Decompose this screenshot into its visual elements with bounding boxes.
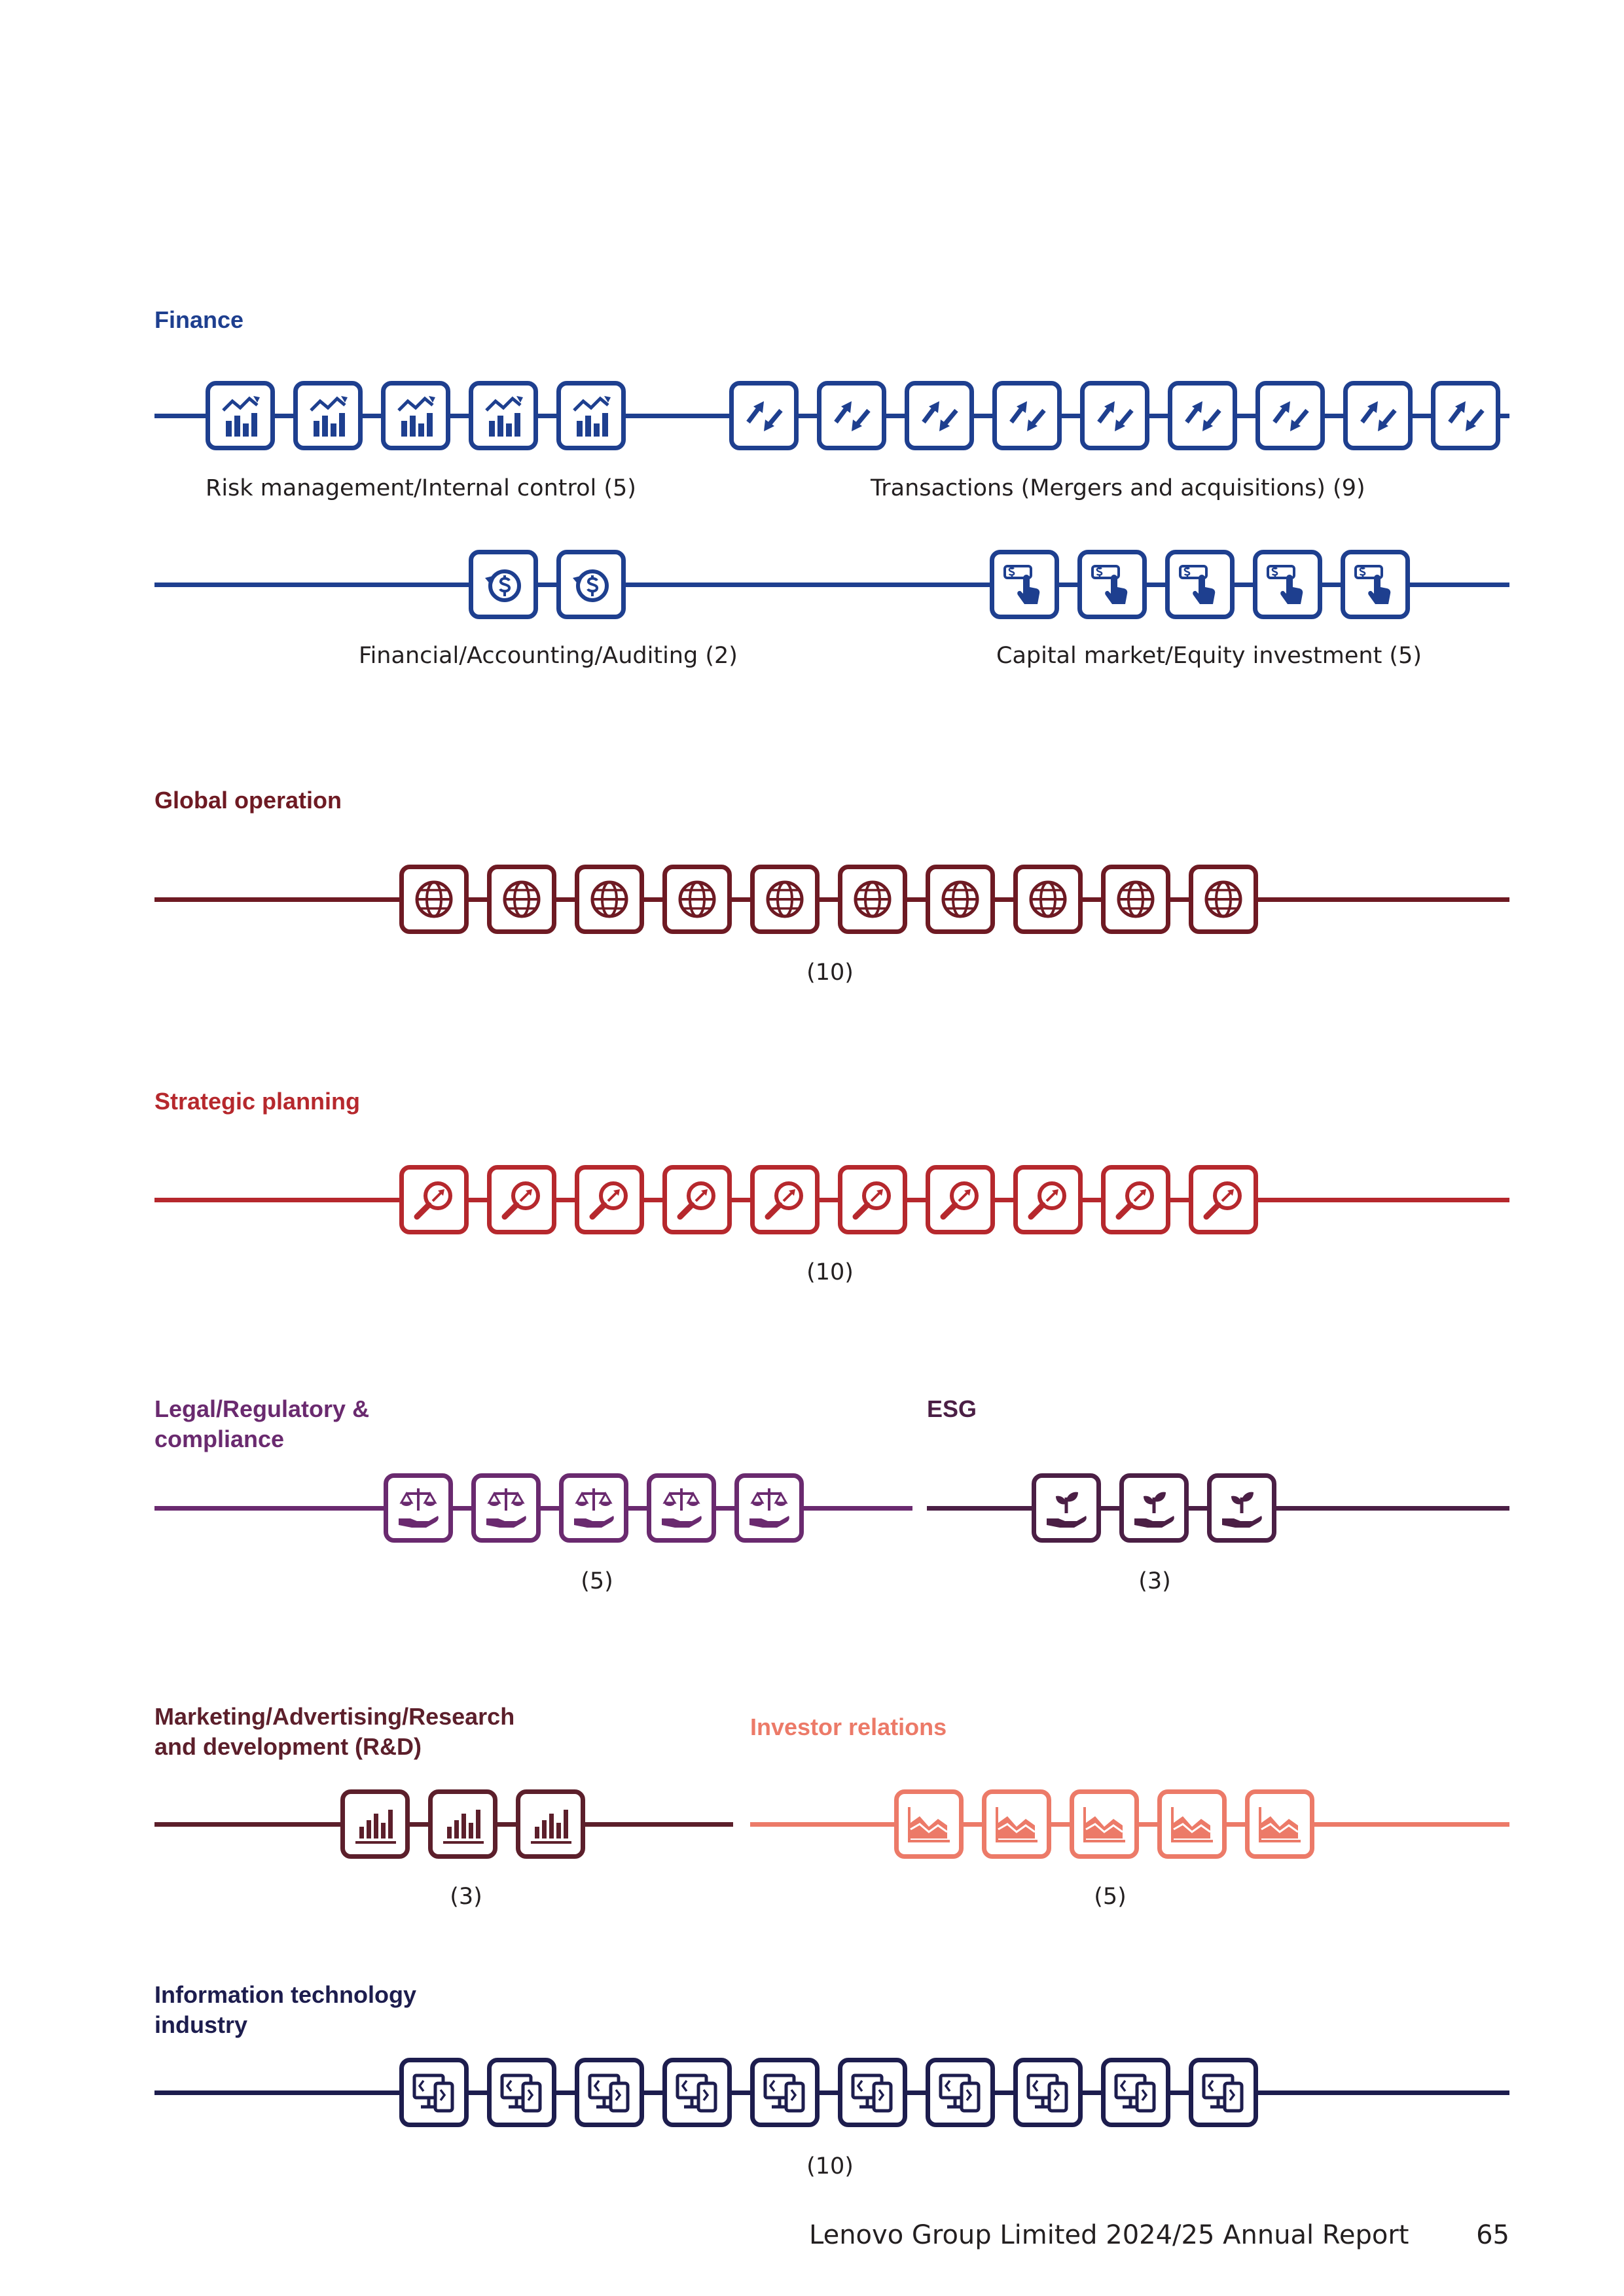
- plant-hand-icon: [1032, 1473, 1101, 1543]
- page-number: 65: [1476, 2220, 1509, 2250]
- strategic-count: (10): [806, 1259, 854, 1285]
- strategic-planning-title: Strategic planning: [154, 1088, 361, 1115]
- dollar-touch-icon: [1341, 550, 1410, 619]
- magnifier-arrow-icon: [1189, 1165, 1258, 1234]
- area-chart-icon: [1245, 1789, 1314, 1859]
- magnifier-arrow-icon: [838, 1165, 907, 1234]
- chart-up-icon: [381, 381, 450, 450]
- strategic-line: [154, 1198, 1509, 1202]
- magnifier-arrow-icon: [1101, 1165, 1170, 1234]
- arrows-merge-icon: [817, 381, 886, 450]
- magnifier-arrow-icon: [399, 1165, 469, 1234]
- devices-icon: [575, 2058, 644, 2127]
- magnifier-arrow-icon: [1013, 1165, 1083, 1234]
- globe-icon: [1101, 865, 1170, 934]
- it-line: [154, 2090, 1509, 2095]
- legal-title-line2: compliance: [154, 1426, 285, 1452]
- area-chart-icon: [1157, 1789, 1227, 1859]
- arrows-merge-icon: [1343, 381, 1413, 450]
- investor-count: (5): [1094, 1884, 1127, 1910]
- bar-chart-icon: [340, 1789, 410, 1859]
- area-chart-icon: [982, 1789, 1051, 1859]
- it-industry-title: [154, 1980, 416, 2040]
- magnifier-arrow-icon: [575, 1165, 644, 1234]
- devices-icon: [487, 2058, 556, 2127]
- capital-label: Capital market/Equity investment (5): [996, 643, 1422, 669]
- dollar-touch-icon: [1077, 550, 1147, 619]
- globe-icon: [838, 865, 907, 934]
- footer-report-title: Lenovo Group Limited 2024/25 Annual Report: [809, 2220, 1409, 2250]
- scales-hand-icon: [471, 1473, 541, 1543]
- devices-icon: [750, 2058, 820, 2127]
- plant-hand-icon: [1119, 1473, 1189, 1543]
- devices-icon: [926, 2058, 995, 2127]
- magnifier-arrow-icon: [662, 1165, 732, 1234]
- global-operation-title: Global operation: [154, 787, 342, 814]
- chart-up-icon: [469, 381, 538, 450]
- marketing-title-line2: and development (R&D): [154, 1733, 422, 1760]
- chart-up-icon: [556, 381, 626, 450]
- arrows-merge-icon: [1431, 381, 1500, 450]
- arrows-merge-icon: [905, 381, 974, 450]
- legal-title-line1: Legal/Regulatory &: [154, 1395, 370, 1422]
- marketing-title-line1: Marketing/Advertising/Research: [154, 1703, 515, 1730]
- scales-hand-icon: [559, 1473, 628, 1543]
- scales-hand-icon: [734, 1473, 804, 1543]
- globe-icon: [1189, 865, 1258, 934]
- transactions-label: Transactions (Mergers and acquisitions) (9): [871, 475, 1365, 501]
- chart-up-icon: [293, 381, 363, 450]
- scales-hand-icon: [384, 1473, 453, 1543]
- it-title-line2: industry: [154, 2011, 248, 2038]
- globe-icon: [1013, 865, 1083, 934]
- scales-hand-icon: [647, 1473, 716, 1543]
- globe-icon: [399, 865, 469, 934]
- legal-title: [154, 1394, 369, 1454]
- esg-title: ESG: [927, 1395, 977, 1422]
- global-line: [154, 897, 1509, 902]
- arrows-merge-icon: [992, 381, 1062, 450]
- dollar-cycle-icon: [556, 550, 626, 619]
- bar-chart-icon: [516, 1789, 585, 1859]
- plant-hand-icon: [1207, 1473, 1276, 1543]
- dollar-cycle-icon: [469, 550, 538, 619]
- devices-icon: [399, 2058, 469, 2127]
- devices-icon: [1189, 2058, 1258, 2127]
- arrows-merge-icon: [1255, 381, 1325, 450]
- arrows-merge-icon: [1168, 381, 1237, 450]
- area-chart-icon: [894, 1789, 964, 1859]
- globe-icon: [926, 865, 995, 934]
- globe-icon: [662, 865, 732, 934]
- devices-icon: [1013, 2058, 1083, 2127]
- globe-icon: [750, 865, 820, 934]
- finance-title: Finance: [154, 306, 244, 333]
- area-chart-icon: [1070, 1789, 1139, 1859]
- magnifier-arrow-icon: [926, 1165, 995, 1234]
- chart-up-icon: [206, 381, 275, 450]
- devices-icon: [662, 2058, 732, 2127]
- bar-chart-icon: [428, 1789, 497, 1859]
- arrows-merge-icon: [1080, 381, 1149, 450]
- devices-icon: [1101, 2058, 1170, 2127]
- it-title-line1: Information technology: [154, 1981, 416, 2008]
- devices-icon: [838, 2058, 907, 2127]
- esg-count: (3): [1138, 1568, 1171, 1594]
- magnifier-arrow-icon: [487, 1165, 556, 1234]
- magnifier-arrow-icon: [750, 1165, 820, 1234]
- arrows-merge-icon: [729, 381, 799, 450]
- legal-count: (5): [581, 1568, 613, 1594]
- risk-label: Risk management/Internal control (5): [206, 475, 636, 501]
- dollar-touch-icon: [1253, 550, 1322, 619]
- accounting-label: Financial/Accounting/Auditing (2): [359, 643, 738, 669]
- marketing-title: [154, 1702, 514, 1762]
- dollar-touch-icon: [990, 550, 1059, 619]
- marketing-count: (3): [450, 1884, 482, 1910]
- global-count: (10): [806, 960, 854, 986]
- it-count: (10): [806, 2153, 854, 2179]
- globe-icon: [575, 865, 644, 934]
- dollar-touch-icon: [1165, 550, 1235, 619]
- investor-relations-title: Investor relations: [750, 1713, 947, 1740]
- globe-icon: [487, 865, 556, 934]
